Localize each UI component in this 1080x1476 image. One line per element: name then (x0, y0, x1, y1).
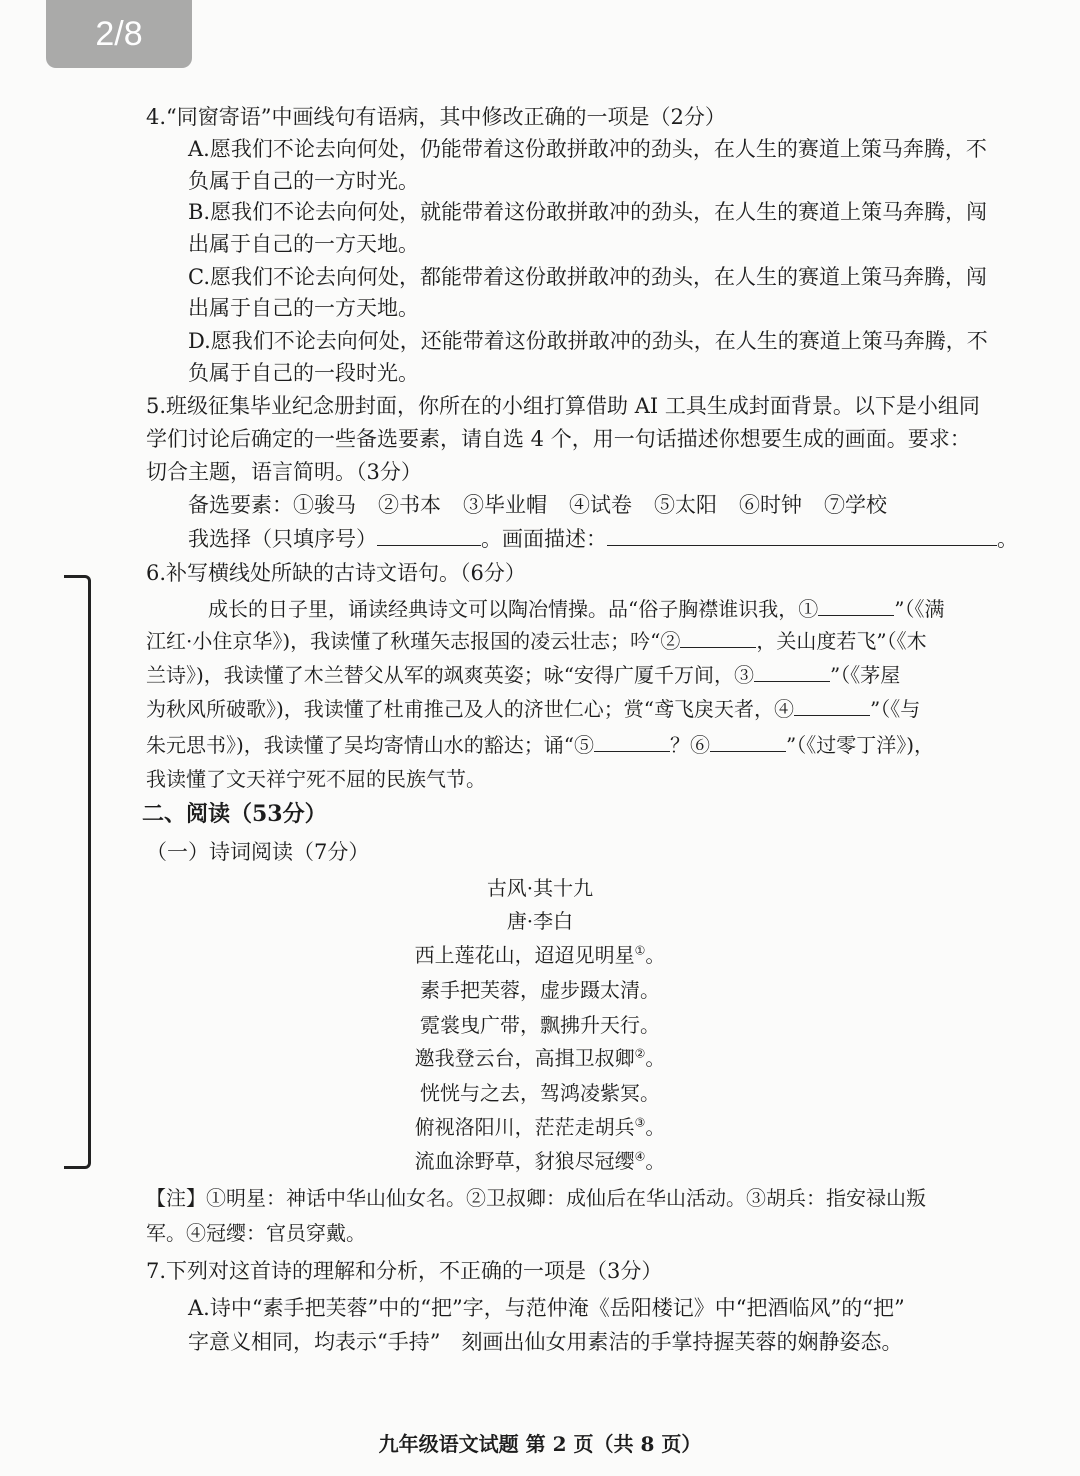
q5-element: ②书本 (378, 493, 441, 517)
q5-description-blank[interactable] (607, 525, 997, 546)
q6-passage-line2 (146, 626, 927, 656)
q5-choice-blank[interactable] (377, 525, 481, 546)
q4-option-a-line1: A.愿我们不论去向何处，仍能带着这份敢拼敢冲的劲头，在人生的赛道上策马奔腾，不 (188, 137, 987, 161)
footnote-marker: ④ (634, 1149, 646, 1164)
poem-line (0, 1043, 1080, 1073)
text: 俯视洛阳川，茫茫走胡兵 (414, 1115, 635, 1139)
poem-line (0, 1112, 1080, 1142)
q5-desc-label: 。画面描述： (481, 527, 607, 551)
q4-option-b-line2: 出属于自己的一方天地。 (188, 232, 419, 256)
q5-element: ③毕业帽 (463, 493, 547, 517)
q4-option-d-line2: 负属于自己的一段时光。 (188, 361, 419, 385)
footnote-marker: ② (634, 1046, 646, 1061)
text: ”（《过零丁洋》)， (786, 733, 935, 757)
text: 西上莲花山，迢迢见明星 (414, 943, 635, 967)
q6-blank-5[interactable] (594, 731, 670, 752)
q5-element: ①骏马 (293, 493, 356, 517)
q6-passage-line6: 我读懂了文天祥宁死不屈的民族气节。 (146, 767, 486, 791)
q6-blank-1[interactable] (818, 595, 894, 616)
footnote-marker: ③ (634, 1115, 646, 1130)
q7-stem: 7.下列对这首诗的理解和分析，不正确的一项是（3分） (146, 1259, 663, 1283)
q6-blank-2[interactable] (680, 627, 756, 648)
q5-elements-label: 备选要素： (188, 493, 293, 517)
q5-element: ⑤太阳 (654, 493, 717, 517)
subsection-poetry-heading: （一）诗词阅读（7分） (146, 840, 370, 864)
poem-notes-line2: 军。④冠缨：官员穿戴。 (146, 1221, 366, 1245)
q5-element: ⑥时钟 (739, 493, 802, 517)
text: 。 (645, 943, 666, 967)
text: 兰诗》)，我读懂了木兰替父从军的飒爽英姿；咏“安得广厦千万间，③ (146, 663, 755, 687)
poem-line: 恍恍与之去，驾鸿凌紫冥。 (420, 1081, 660, 1105)
q6-passage-line1 (208, 594, 944, 624)
poem-line: 霓裳曳广带，飘拂升天行。 (420, 1013, 660, 1037)
q6-blank-4[interactable] (794, 695, 870, 716)
q6-stem: 6.补写横线处所缺的古诗文语句。（6分） (146, 561, 526, 585)
text: 成长的日子里，诵读经典诗文可以陶冶情操。品“俗子胸襟谁识我，① (208, 597, 819, 621)
q7-option-a-line2: 字意义相同，均表示“手持” 刻画出仙女用素洁的手掌持握芙蓉的娴静姿态。 (188, 1330, 903, 1354)
poem-line: 素手把芙蓉，虚步蹑太清。 (420, 978, 660, 1002)
q5-stem-line1: 5.班级征集毕业纪念册封面，你所在的小组打算借助 AI 工具生成封面背景。以下是小组同 (146, 394, 980, 418)
q5-stem-line3: 切合主题，语言简明。（3分） (146, 460, 422, 484)
q5-choose-label: 我选择（只填序号） (188, 527, 377, 551)
page-indicator: 2/8 (46, 0, 192, 68)
text: ”（《满 (894, 597, 945, 621)
page-footer: 九年级语文试题 第 2 页（共 8 页） (378, 1432, 702, 1456)
poem-title: 古风·其十九 (486, 876, 594, 900)
q4-option-a-line2: 负属于自己的一方时光。 (188, 169, 419, 193)
q4-option-b-line1: B.愿我们不论去向何处，就能带着这份敢拼敢冲的劲头，在人生的赛道上策马奔腾，闯 (188, 200, 988, 224)
text: 。 (645, 1046, 666, 1070)
q4-option-c-line1: C.愿我们不论去向何处，都能带着这份敢拼敢冲的劲头，在人生的赛道上策马奔腾，闯 (188, 265, 987, 289)
text: ？⑥ (670, 733, 711, 757)
section-reading-heading: 二、阅读（53分） (142, 801, 327, 827)
poem-author: 唐·李白 (506, 909, 574, 933)
q5-elements-row (188, 490, 887, 520)
poem-line (0, 940, 1080, 970)
text: 。 (645, 1149, 666, 1173)
q6-passage-line3 (146, 660, 900, 690)
q6-passage-line4 (146, 694, 920, 724)
q5-answer-row (188, 524, 1018, 554)
q7-option-a-line1: A.诗中“素手把芙蓉”中的“把”字，与范仲淹《岳阳楼记》中“把酒临风”的“把” (188, 1296, 905, 1320)
poem-notes-line1: 【注】①明星：神话中华山仙女名。②卫叔卿：成仙后在华山活动。③胡兵：指安禄山叛 (146, 1186, 926, 1210)
text: 流血涂野草，豺狼尽冠缨 (414, 1149, 635, 1173)
q6-blank-6[interactable] (710, 731, 786, 752)
poem-line (0, 1146, 1080, 1176)
q5-stem-line2: 学们讨论后确定的一些备选要素，请自选 4 个，用一句话描述你想要生成的画面。要求： (146, 427, 971, 451)
text: 江红·小住京华》)，我读懂了秋瑾矢志报国的凌云壮志；吟“② (146, 629, 681, 653)
q6-blank-3[interactable] (754, 661, 830, 682)
footnote-marker: ① (634, 943, 646, 958)
q4-stem: 4.“同窗寄语”中画线句有语病，其中修改正确的一项是（2分） (146, 105, 726, 129)
text: 朱元思书》)，我读懂了吴均寄情山水的豁达；诵“⑤ (146, 733, 595, 757)
text: ”（《与 (870, 697, 921, 721)
q4-option-c-line2: 出属于自己的一方天地。 (188, 296, 419, 320)
text: 。 (645, 1115, 666, 1139)
q6-passage-line5 (146, 730, 934, 760)
q4-option-d-line1: D.愿我们不论去向何处，还能带着这份敢拼敢冲的劲头，在人生的赛道上策马奔腾，不 (188, 329, 988, 353)
text: 为秋风所破歌》)，我读懂了杜甫推己及人的济世仁心；赏“鸢飞戾天者，④ (146, 697, 795, 721)
text: ”（《茅屋 (830, 663, 901, 687)
q5-element: ⑦学校 (824, 493, 887, 517)
text: 邀我登云台，高揖卫叔卿 (414, 1046, 635, 1070)
q5-element: ④试卷 (569, 493, 632, 517)
text: ，关山度若飞”（《木 (756, 629, 927, 653)
margin-bracket (72, 575, 91, 1169)
q5-end-period: 。 (997, 527, 1018, 551)
